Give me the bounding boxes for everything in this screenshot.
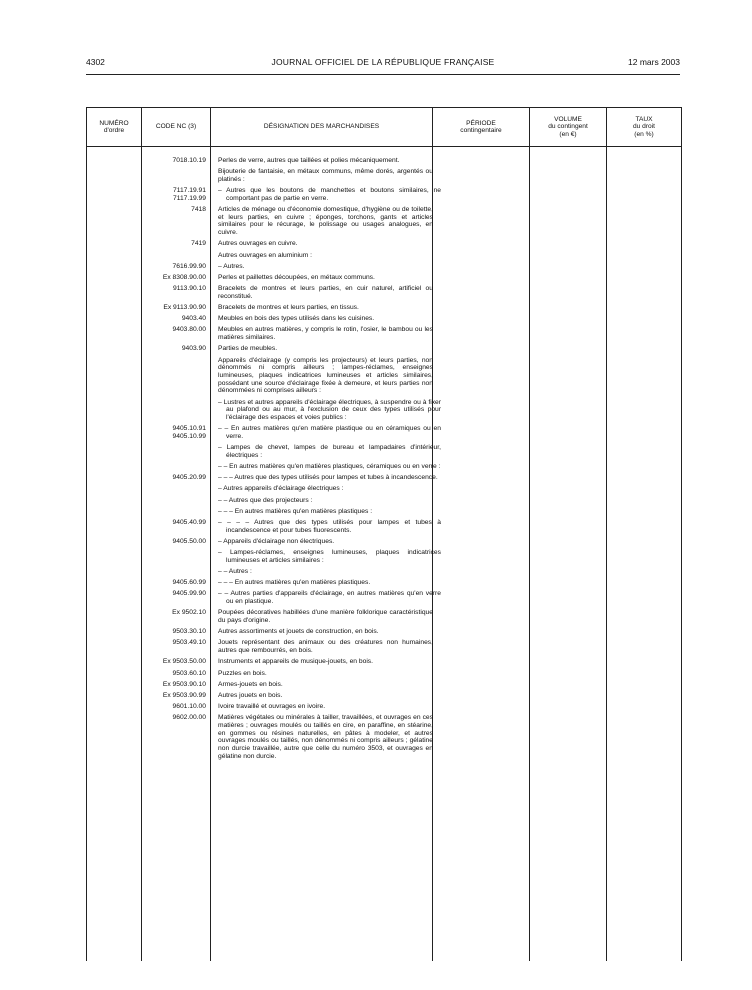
col-header-line: DÉSIGNATION DES MARCHANDISES (263, 123, 380, 131)
goods-description: – Lampes-réclames, enseignes lumineuses, plaques indicatrices lumineuses et articles similaires : (218, 549, 441, 564)
table-row (141, 549, 578, 564)
col-header-volume (530, 108, 606, 146)
nc-code: 9403.40 (181, 315, 206, 323)
goods-description: – – – En autres matières qu'en matières plastiques. (218, 579, 371, 587)
goods-table (86, 107, 682, 961)
table-row (141, 568, 578, 576)
header-rule (86, 74, 680, 75)
goods-description: Poupées décoratives habillées d'une manière folklorique caractéristique du pays d'origine. (218, 609, 433, 625)
table-row (141, 157, 578, 165)
publication-date: 12 mars 2003 (628, 57, 680, 67)
table-row (141, 609, 578, 624)
col-header-line: PÉRIODE (466, 119, 496, 127)
nc-code (141, 357, 210, 396)
table-row (141, 670, 578, 678)
goods-description: Autres ouvrages en aluminium : (218, 251, 313, 259)
goods-description: – – En autres matières qu'en matières plastiques, céramiques ou en verre : (218, 463, 441, 470)
table-row (141, 345, 578, 353)
table-row (141, 519, 578, 534)
goods-description: – Appareils d'éclairage non électriques. (218, 537, 335, 545)
nc-code: 7616.99.90 (172, 262, 206, 270)
page-number: 4302 (86, 57, 105, 67)
goods-description: Armes-jouets en bois. (218, 680, 283, 688)
table-row (141, 474, 578, 482)
nc-code: 9601.10.00 (172, 703, 206, 711)
table-row (141, 463, 578, 471)
table-row (141, 497, 578, 505)
goods-description: – – Autres que des projecteurs : (218, 496, 313, 504)
nc-code: 9405.99.90 (172, 590, 206, 598)
nc-code (141, 399, 210, 422)
goods-description: Parties de meubles. (218, 345, 278, 353)
nc-code: 9503.30.10 (172, 628, 206, 636)
goods-description: – – Autres : (218, 568, 252, 576)
col-header-line: VOLUME (554, 115, 582, 123)
table-row (141, 315, 578, 323)
nc-code: 9503.49.10 (172, 639, 206, 647)
table-row (141, 357, 578, 396)
goods-description: Jouets représentant des animaux ou des créatures non humaines, autres que rembourrés, en bois. (218, 639, 433, 655)
goods-description: Autres ouvrages en cuivre. (218, 240, 298, 248)
nc-code (141, 508, 210, 516)
col-header-line: CODE NC (3) (155, 123, 197, 131)
table-row (141, 187, 578, 202)
nc-code: 9113.90.10 (173, 285, 206, 293)
nc-code (141, 549, 210, 564)
col-header-line: contingentaire (460, 127, 502, 134)
goods-description: Bracelets de montres et leurs parties, en tissus. (218, 304, 359, 312)
col-header-line: NUMÉRO (99, 119, 129, 127)
nc-code: Ex 8308.90.00 (162, 273, 206, 281)
table-row (141, 168, 578, 183)
page-header (86, 57, 680, 71)
nc-code: 9403.90 (181, 345, 206, 353)
goods-description: – Lampes de chevet, lampes de bureau et lampadaires d'intérieur, électriques : (218, 444, 441, 459)
nc-code (141, 463, 210, 471)
nc-code (141, 485, 210, 493)
nc-code: Ex 9113.90.90 (163, 304, 206, 312)
goods-description: – – – – Autres que des types utilisés pour lampes et tubes à incandescence et pour tubes fluorescents. (218, 519, 441, 534)
nc-code: 9405.40.99 (172, 519, 206, 527)
col-header-line: (en %) (634, 130, 654, 138)
table-row (141, 485, 578, 493)
nc-code: 7419 (191, 240, 206, 248)
table-row (141, 508, 578, 516)
nc-code: 9405.20.99 (172, 474, 206, 482)
goods-description: Meubles en bois des types utilisés dans les cuisines. (218, 315, 375, 323)
nc-code: 9405.60.99 (172, 579, 206, 587)
table-row (141, 538, 578, 546)
goods-description: Perles de verre, autres que taillées et polies mécaniquement. (218, 157, 400, 164)
goods-description: Instruments et appareils de musique-jouets, en bois. (218, 658, 374, 666)
table-row (141, 628, 578, 636)
table-row (141, 274, 578, 282)
goods-description: Meubles en autres matières, y compris le rotin, l'osier, le bambou ou les matières similaires. (218, 326, 433, 342)
table-row (141, 425, 578, 440)
table-row (141, 714, 578, 760)
col-header-line: du contingent (548, 123, 588, 131)
table-row (141, 658, 578, 666)
table-body (141, 157, 578, 764)
table-row (141, 263, 578, 271)
goods-description: – Autres que les boutons de manchettes et boutons similaires, ne comportant pas de partie en verre. (218, 187, 441, 202)
nc-code: Ex 9503.50.00 (162, 658, 206, 666)
goods-description: – Autres. (218, 262, 245, 270)
table-row (141, 579, 578, 587)
goods-description: – Lustres et autres appareils d'éclairage électriques, à suspendre ou à fixer au plafond ou au mur, à l'exclusion de ceux des types utilisés pour l'éclairage des espaces et voies publics : (218, 398, 441, 421)
nc-code: 9405.50.00 (172, 537, 206, 545)
column-divider (606, 108, 607, 961)
col-header-designation (211, 108, 432, 146)
goods-description: Autres assortiments et jouets de construction, en bois. (218, 628, 379, 636)
nc-code (141, 168, 210, 183)
goods-description: Articles de ménage ou d'économie domestique, d'hygiène ou de toilette, et leurs parties, en cuivre ; éponges, torchons, gants et articles similaires pour le récurage, le polissage ou usages analogues, en cuivre. (218, 206, 433, 237)
nc-code: 9403.80.00 (172, 326, 206, 334)
nc-code: 7018.10.19 (172, 157, 206, 164)
table-row (141, 590, 578, 605)
table-row (141, 692, 578, 700)
table-row (141, 326, 578, 341)
nc-code: Ex 9503.90.99 (162, 691, 206, 699)
nc-code (141, 497, 210, 505)
goods-description: – – En autres matières qu'en matière plastique ou en céramiques ou en verre. (218, 425, 441, 440)
goods-description: – Autres appareils d'éclairage électriques : (218, 485, 344, 493)
table-row (141, 240, 578, 248)
nc-code: 9405.10.91 9405.10.99 (172, 425, 206, 440)
goods-description: Puzzles en bois. (218, 669, 267, 677)
journal-title: JOURNAL OFFICIEL DE LA RÉPUBLIQUE FRANÇAISE (271, 57, 495, 67)
col-header-numero (87, 108, 141, 146)
goods-description: Autres jouets en bois. (218, 691, 283, 699)
nc-code: Ex 9502.10 (172, 609, 206, 617)
goods-description: – – – Autres que des types utilisés pour lampes et tubes à incandescence. (218, 474, 438, 482)
nc-code (141, 444, 210, 459)
col-header-periode (433, 108, 529, 146)
nc-code: 9602.00.00 (172, 714, 206, 722)
col-header-taux (607, 108, 681, 146)
goods-description: Ivoire travaillé et ouvrages en ivoire. (218, 703, 326, 711)
nc-code (141, 568, 210, 576)
goods-description: Bracelets de montres et leurs parties, en cuir naturel, artificiel ou reconstitué. (218, 285, 433, 300)
col-header-line: d'ordre (103, 127, 125, 134)
goods-description: Bijouterie de fantaisie, en métaux communs, même dorés, argentés ou platinés : (218, 168, 433, 183)
goods-description: Matières végétales ou minérales à tailler, travaillées, et ouvrages en ces matières ; ouvrages moulés ou taillés en cire, en paraffine, en stéarine, en gommes ou résines naturelles, en pâtes à modeler, et autres ouvrages moulés ou taillés, non dénommés ni compris ailleurs ; gélatine non durcie travaillée, autre que celle du numéro 3503, et ouvrages en gélatine non durcie. (218, 714, 433, 760)
table-row (141, 206, 578, 237)
table-row (141, 304, 578, 312)
goods-description: Perles et paillettes découpées, en métaux communs. (218, 273, 375, 281)
table-row (141, 285, 578, 300)
col-header-line: TAUX (635, 115, 653, 123)
table-row (141, 252, 578, 260)
header-separator (87, 146, 681, 147)
goods-description: – – Autres parties d'appareils d'éclairage, en autres matières qu'en verre ou en plastique. (218, 590, 441, 606)
col-header-line: (en €) (559, 130, 577, 138)
col-header-line: du droit (633, 123, 655, 131)
table-row (141, 399, 578, 422)
nc-code: 7117.19.91 7117.19.99 (173, 187, 206, 202)
table-row (141, 639, 578, 654)
nc-code: 9503.60.10 (172, 669, 206, 677)
table-row (141, 444, 578, 459)
col-header-code (142, 108, 210, 146)
goods-description: Appareils d'éclairage (y compris les projecteurs) et leurs parties, non dénommés ni compris ailleurs ; lampes-réclames, enseignes lumineuses, plaques indicatrices lumineuses et articles similaires, possédant une source d'éclairage fixée à demeure, et leurs parties non dénommées ni comprises ailleurs : (218, 356, 433, 395)
nc-code: Ex 9503.90.10 (162, 680, 206, 688)
goods-description: – – – En autres matières qu'en matières plastiques : (218, 507, 373, 515)
table-row (141, 681, 578, 689)
nc-code (141, 252, 210, 260)
table-row (141, 703, 578, 711)
nc-code: 7418 (191, 206, 206, 214)
